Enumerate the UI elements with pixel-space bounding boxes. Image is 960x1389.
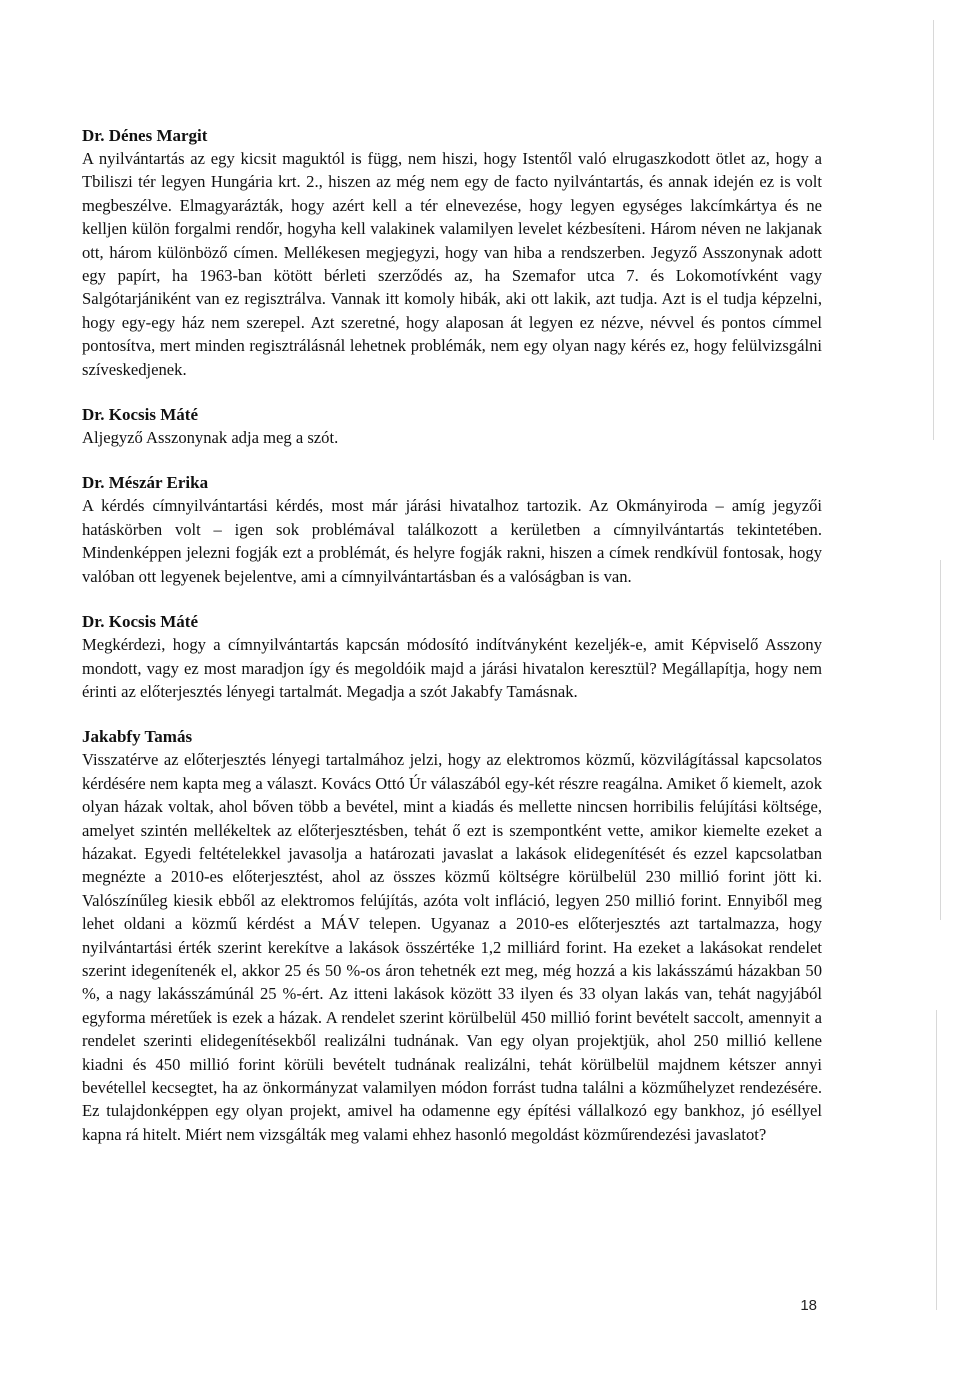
speaker-name: Dr. Kocsis Máté — [82, 405, 198, 425]
speaker-name: Dr. Dénes Margit — [82, 126, 208, 145]
document-page — [82, 124, 822, 1168]
speaker-name: Jakabfy Tamás — [82, 727, 193, 747]
speech-section — [82, 610, 822, 703]
speaker-name: Dr. Kocsis Máté — [82, 612, 198, 632]
scan-margin-line — [940, 560, 941, 920]
speaker-name: Dr. Mészár Erika — [82, 473, 209, 493]
speech-text: Aljegyző Asszonynak adja meg a szót. — [82, 428, 339, 448]
speech-section — [82, 124, 822, 381]
speech-section — [82, 725, 822, 1146]
page-number: 18 — [800, 1297, 817, 1314]
speech-text: Megkérdezi, hogy a címnyilvántartás kapcsán módosító indítványként kezeljék-e, amit Képviselő Asszony mondott, vagy ez most maradjon így és megoldóik majd a járási hivatalon keresztül? Megállapítja, hogy nem érinti az előterjesztés lényegi tartalmát. Megadja a szót Jakabfy Tamásnak. — [82, 635, 822, 701]
scan-margin-line — [936, 1010, 937, 1310]
speech-text: A kérdés címnyilvántartási kérdés, most már járási hivatalhoz tartozik. Az Okmányiroda – amíg jegyzői hatáskörben volt – igen sok problémával találkozott a kerületben a címnyilvántartás tekintetében. Mindenképpen jelezni fogják ezt a problémát, és helyre fogják rakni, hiszen a címek rendkívül fontosak, hogy valóban ott legyenek bejelentve, ami a címnyilvántartásban és a valóságban is van. — [82, 496, 822, 586]
speech-section — [82, 403, 822, 449]
scan-margin-line — [933, 20, 934, 440]
speech-section — [82, 471, 822, 588]
speech-text: A nyilvántartás az egy kicsit maguktól is függ, nem hiszi, hogy Istentől való elrugaszkodott ötlet az, hogy a Tbiliszi tér legyen Hungária krt. 2., hiszen az még nem egy de facto nyilvántartás, és annak idején ez is volt megbeszélve. Elmagyarázták, hogy azért kell a tér elnevezése, hogy legyen egységes lakcímkártya és ne kelljen külön forgalmi rendőr, hogyha kell valakinek valamilyen levelet kézbesíteni. Három néven ne lakjanak ott, három különböző címen. Mellékesen megjegyzi, hogy van hiba a rendszerben. Jegyző Asszonynak adott egy papírt, ha 1963-ban kötött bérleti szerződés az, ha Szemafor utca 7. és Lokomotívként vagy Salgótarjániként van ez regisztrálva. Vannak itt komoly hibák, aki ott lakik, azt tudja. Azt is el tudja képzelni, hogy egy-egy ház nem szerepel. Azt szeretné, hogy alaposan át legyen ez nézve, névvel és pontos címmel pontosítva, mert minden regisztrálásnál lehetnek problémák, nem egy olyan nagy kérés ez, hogy felülvizsgálni szíveskedjenek. — [82, 149, 822, 379]
speech-text: Visszatérve az előterjesztés lényegi tartalmához jelzi, hogy az elektromos közmű, közvilágítással kapcsolatos kérdésére nem kapta meg a választ. Kovács Ottó Úr válaszából egy-két részre reagálna. Amiket ő kiemelt, azok olyan házak voltak, ahol bőven több a bevétel, mint a kiadás és mellette nincsen horribilis felújítási költsége, amelyet szintén mellékeltek az előterjesztésben, tehát ő ezt is szempontként vette, amikor kiemelte ezeket a házakat. Egyedi feltételekkel javasolja a határozati javaslat a lakások elidegenítését és ezzel kapcsolatban megnézte a 2010-es előterjesztést, ahol az összes közmű költségre körülbelül 230 millió forint jött ki. Valószínűleg kiesik ebből az elektromos felújítás, azóta volt infláció, legyen 250 millió forint. Ennyiből meg lehet oldani a közmű kérdést a MÁV telepen. Ugyanaz a 2010-es előterjesztés azt tartalmazza, hogy nyilvántartási érték szerint kerekítve a lakások összértéke 1,2 milliárd forint. Ha ezeket a lakásokat rendelet szerint idegenítenék el, akkor 25 és 50 %-os áron tehetnék ezt meg, még hozzá a kis lakásszámú házakban 50 %, a nagy lakásszámúnál 25 %-ért. Az itteni lakások között 33 ilyen és 33 olyan lakás van, tehát nagyjából egyforma méretűek is ezek a házak. A rendelet szerint körülbelül 450 millió forint bevételt saccolt, amennyit a rendelet szerinti elidegenítésekből realizálni tudnának. Van egy olyan projektjük, ahol 250 millió kellene kiadni és 450 millió forint körüli bevételt tudnának realizálni, tehát körülbelül majdnem kétszer annyi bevétellel kecsegtet, ha az önkormányzat valamilyen módon forrást tudna találni a közműhelyzet rendezésére. Ez tulajdonképpen egy olyan projekt, amivel ha odamenne egy építési vállalkozó egy bankhoz, jó eséllyel kapna rá hitelt. Miért nem vizsgálták meg valami ehhez hasonló megoldást közműrendezési javaslatot? — [82, 750, 822, 1144]
